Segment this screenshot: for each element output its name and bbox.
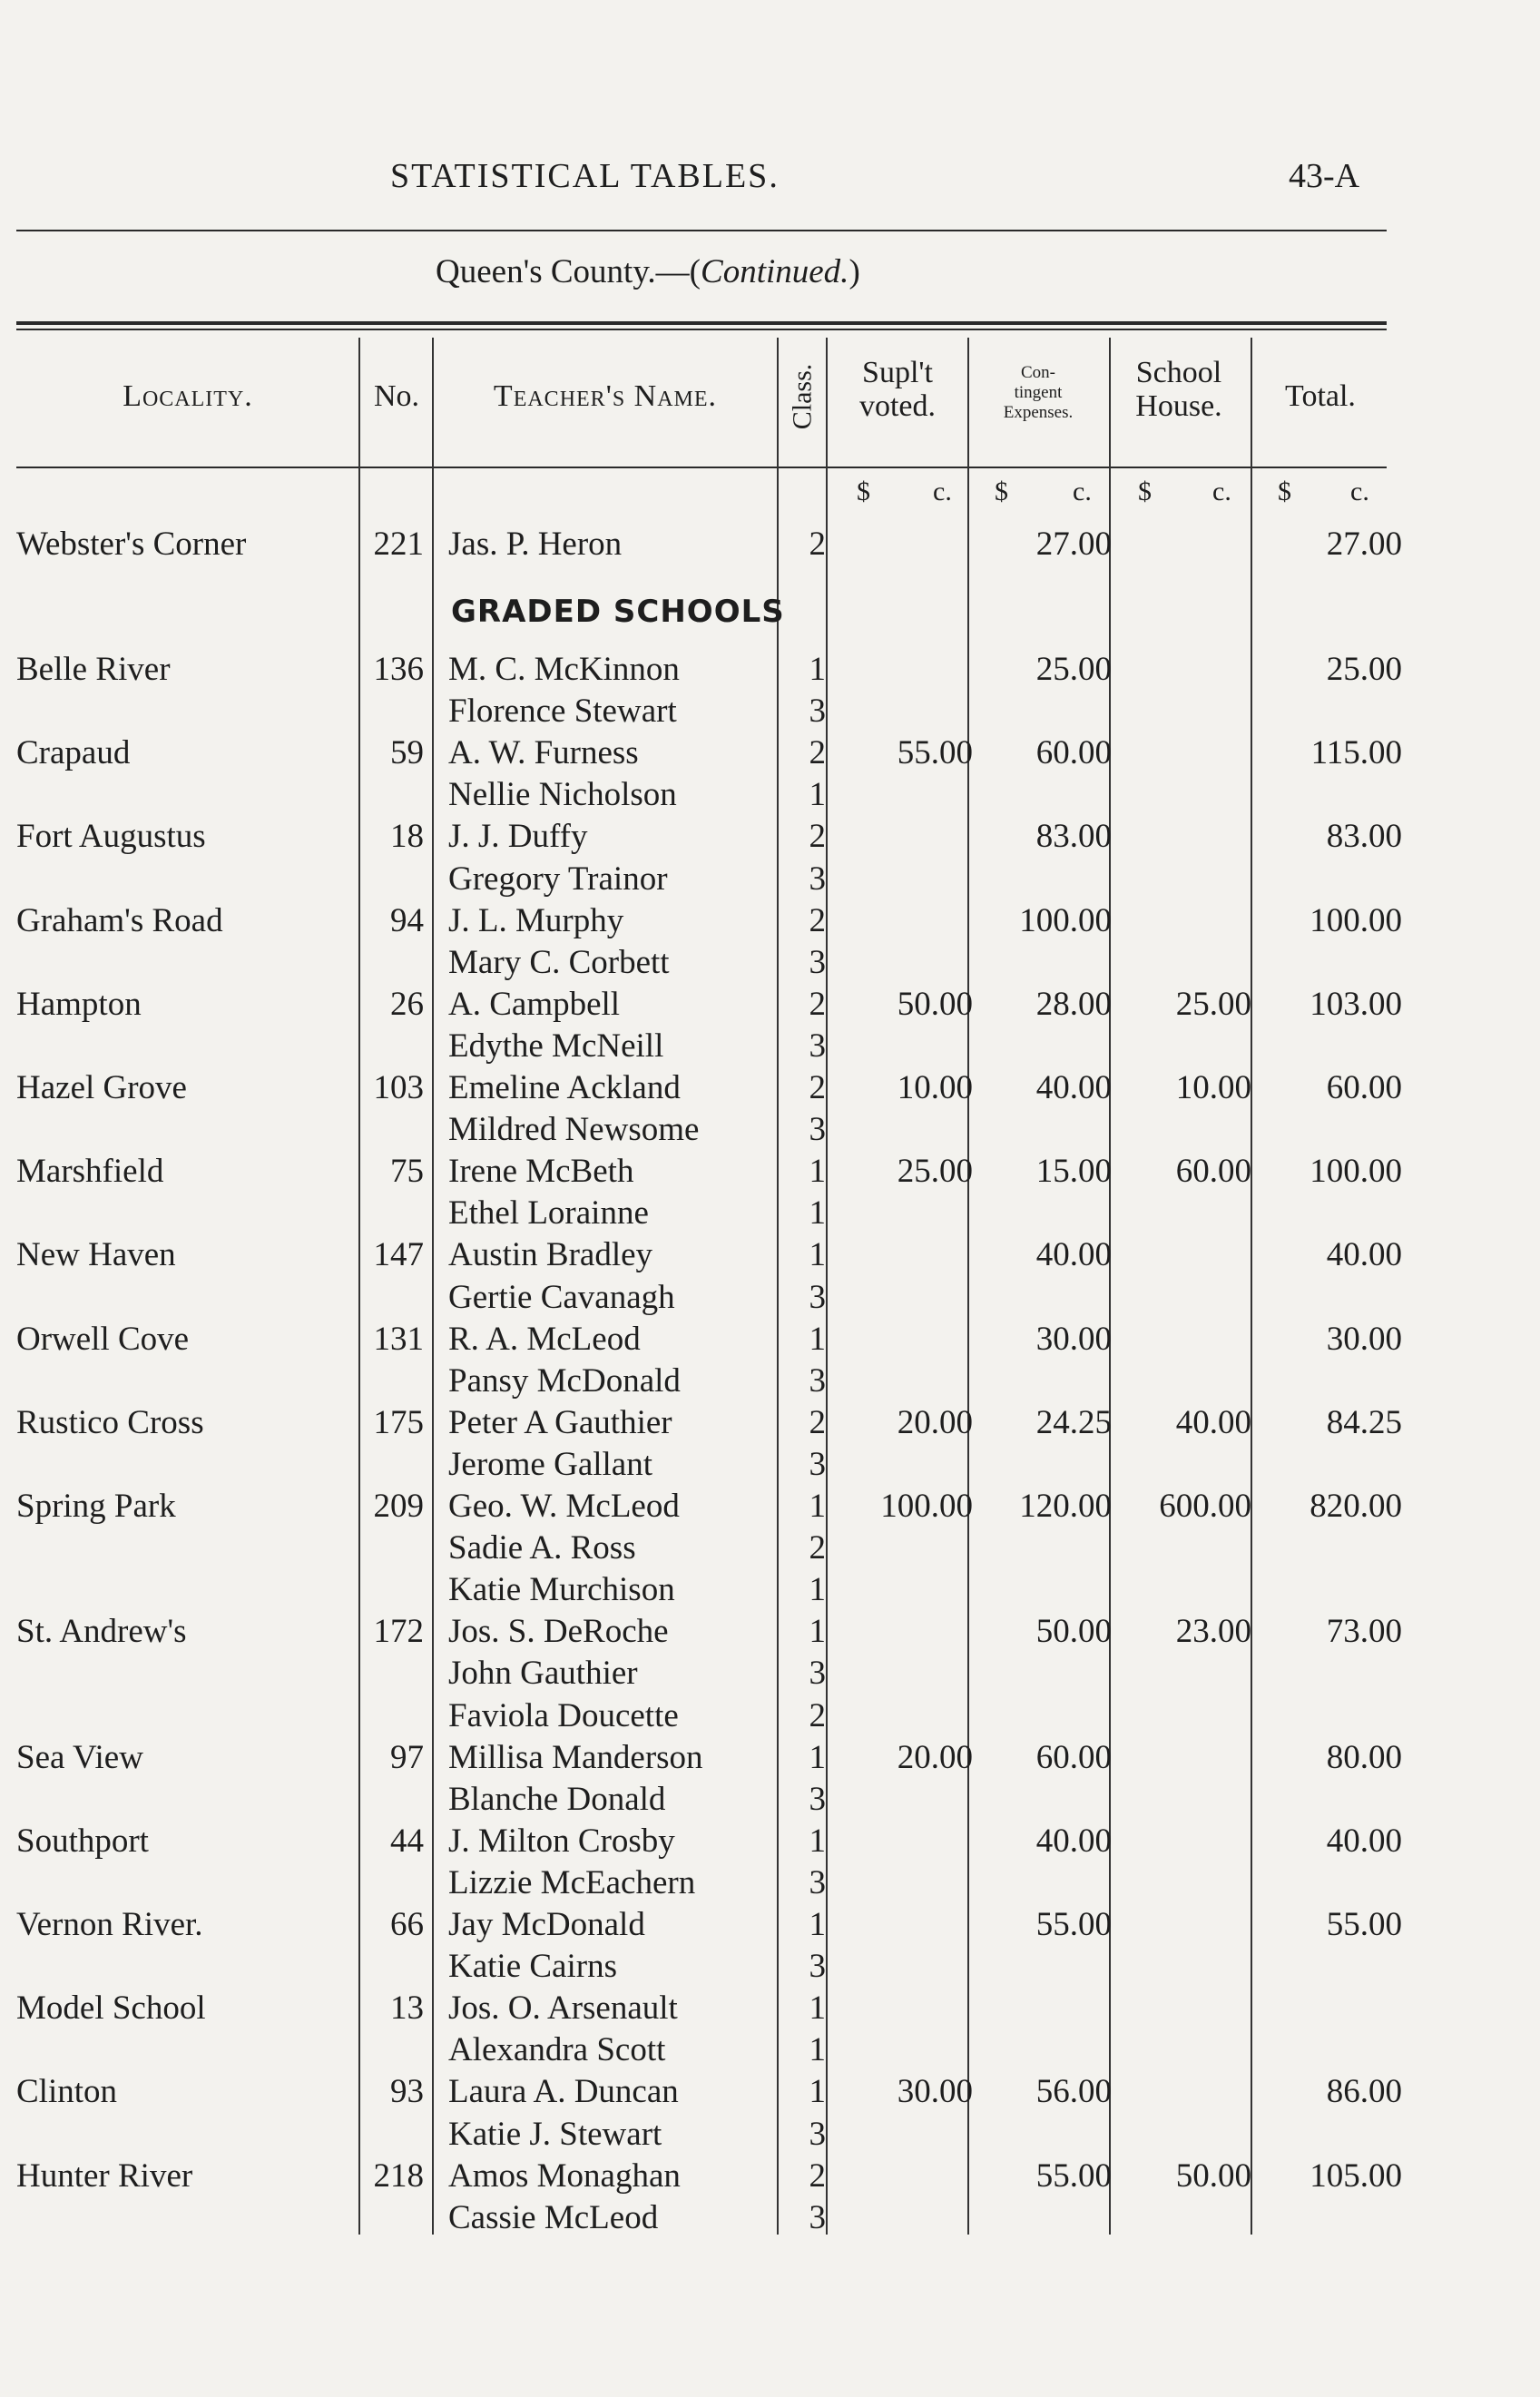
class-cell: 2 — [809, 818, 826, 856]
teacher-name-cell: J. L. Murphy — [448, 901, 624, 939]
class-cell: 1 — [809, 1989, 826, 2028]
teacher-name-cell: Edythe McNeill — [448, 1027, 664, 1065]
suplt-voted-cell: 100.00 — [880, 1488, 973, 1525]
teacher-name-cell: Cassie McLeod — [448, 2198, 659, 2236]
table-row — [0, 1528, 1540, 1569]
teacher-name-cell: John Gauthier — [448, 1655, 638, 1693]
class-cell: 1 — [809, 1906, 826, 1943]
total-cell: 100.00 — [1309, 901, 1402, 939]
contingent-expenses-cell: 40.00 — [1035, 1069, 1112, 1106]
table-row — [0, 691, 1540, 732]
unit-suplt-cents: c. — [933, 476, 952, 506]
suplt-voted-cell: 30.00 — [897, 2073, 973, 2111]
class-cell: 2 — [809, 2156, 826, 2195]
table-row — [0, 1946, 1540, 1988]
total-cell: 80.00 — [1326, 1738, 1402, 1776]
column-header-suplt-line1: Supl't — [862, 356, 933, 389]
teacher-name-cell: M. C. McKinnon — [448, 651, 680, 688]
teacher-name-cell: Florence Stewart — [448, 693, 677, 731]
teacher-name-cell: Pansy McDonald — [448, 1361, 681, 1400]
table-row — [0, 1862, 1540, 1904]
class-cell: 3 — [809, 693, 826, 731]
table-row — [0, 732, 1540, 774]
table-subtitle — [436, 252, 860, 291]
teacher-name-cell: Austin Bradley — [448, 1236, 653, 1274]
class-cell: 1 — [809, 1571, 826, 1609]
class-cell: 3 — [809, 2198, 826, 2236]
class-cell: 3 — [809, 1278, 826, 1316]
table-row — [0, 1402, 1540, 1444]
rule-under-running-head — [16, 230, 1387, 231]
column-header-contingent-line2: tingent — [1014, 382, 1063, 402]
contingent-expenses-cell: 27.00 — [1035, 526, 1112, 563]
teacher-name-cell: Ethel Lorainne — [448, 1194, 649, 1233]
contingent-expenses-cell: 60.00 — [1035, 1738, 1112, 1776]
teacher-name-cell: Irene McBeth — [448, 1153, 634, 1191]
class-cell: 3 — [809, 943, 826, 981]
contingent-expenses-cell: 40.00 — [1035, 1236, 1112, 1274]
class-cell: 2 — [809, 1069, 826, 1106]
locality-cell: Hampton — [16, 985, 142, 1023]
class-cell: 1 — [809, 2073, 826, 2111]
table-row — [0, 1737, 1540, 1779]
total-cell: 100.00 — [1309, 1153, 1402, 1191]
teacher-name-cell: Jay McDonald — [448, 1906, 645, 1943]
unit-school-house-cents: c. — [1212, 476, 1231, 506]
class-cell: 3 — [809, 1655, 826, 1693]
column-header-suplt-line2: voted. — [858, 389, 937, 424]
teacher-name-cell: Peter A Gauthier — [448, 1403, 672, 1441]
teacher-name-cell: Mary C. Corbett — [448, 943, 670, 981]
total-cell: 73.00 — [1326, 1613, 1402, 1651]
column-header-contingent — [969, 363, 1107, 423]
class-cell: 2 — [809, 1529, 826, 1567]
contingent-expenses-cell: 55.00 — [1035, 2156, 1112, 2195]
teacher-name-cell: Geo. W. McLeod — [448, 1488, 680, 1525]
school-number-cell: 94 — [390, 901, 424, 939]
class-cell: 1 — [809, 1236, 826, 1274]
teacher-name-cell: Millisa Manderson — [448, 1738, 703, 1776]
total-cell: 84.25 — [1326, 1403, 1402, 1441]
teacher-name-cell: A. W. Furness — [448, 734, 639, 772]
school-number-cell: 218 — [373, 2156, 424, 2195]
column-header-contingent-line3: Expenses. — [1003, 402, 1074, 422]
school-number-cell: 18 — [390, 818, 424, 856]
table-row — [0, 1234, 1540, 1276]
table-row — [0, 984, 1540, 1026]
teacher-name-cell: J. J. Duffy — [448, 818, 588, 856]
class-cell: 1 — [809, 1194, 826, 1233]
table-row — [0, 1988, 1540, 2029]
total-cell: 30.00 — [1326, 1320, 1402, 1358]
teacher-name-cell: A. Campbell — [448, 985, 621, 1023]
total-cell: 103.00 — [1309, 985, 1402, 1023]
contingent-expenses-cell: 24.25 — [1035, 1403, 1112, 1441]
contingent-expenses-cell: 100.00 — [1019, 901, 1112, 939]
school-number-cell: 93 — [390, 2073, 424, 2111]
table-row — [0, 1695, 1540, 1737]
table-row — [0, 774, 1540, 816]
table-row — [0, 2029, 1540, 2071]
class-cell: 2 — [809, 526, 826, 563]
column-header-total: Total. — [1285, 379, 1356, 413]
total-cell: 60.00 — [1326, 1069, 1402, 1106]
class-cell: 3 — [809, 1863, 826, 1901]
school-number-cell: 66 — [390, 1906, 424, 1943]
suplt-voted-cell: 25.00 — [897, 1153, 973, 1191]
table-row — [0, 1361, 1540, 1402]
contingent-expenses-cell: 15.00 — [1035, 1153, 1112, 1191]
class-cell: 3 — [809, 1780, 826, 1818]
locality-cell: Crapaud — [16, 734, 131, 772]
table-row — [0, 1319, 1540, 1361]
class-cell: 3 — [809, 1445, 826, 1483]
total-cell: 105.00 — [1309, 2156, 1402, 2195]
teacher-name-cell: Mildred Newsome — [448, 1111, 700, 1149]
locality-cell: Marshfield — [16, 1153, 164, 1191]
contingent-expenses-cell: 25.00 — [1035, 651, 1112, 688]
school-number-cell: 147 — [373, 1236, 424, 1274]
teacher-name-cell: Jos. S. DeRoche — [448, 1613, 669, 1651]
total-cell: 40.00 — [1326, 1236, 1402, 1274]
teacher-name-cell: J. Milton Crosby — [448, 1822, 675, 1860]
running-title: STATISTICAL TABLES. — [390, 157, 780, 195]
contingent-expenses-cell: 30.00 — [1035, 1320, 1112, 1358]
suplt-voted-cell: 10.00 — [897, 1069, 973, 1106]
subtitle-prefix: Queen's County.—( — [436, 253, 701, 290]
suplt-voted-cell: 20.00 — [897, 1403, 973, 1441]
table-row — [0, 1904, 1540, 1946]
section-heading-graded-schools: GRADED SCHOOLS — [451, 594, 785, 630]
teacher-name-cell: Gertie Cavanagh — [448, 1278, 675, 1316]
contingent-expenses-cell: 28.00 — [1035, 985, 1112, 1023]
column-header-school-house — [1109, 356, 1249, 424]
total-cell: 820.00 — [1309, 1488, 1402, 1525]
suplt-voted-cell: 50.00 — [897, 985, 973, 1023]
header-double-rule-bottom — [16, 329, 1387, 330]
teacher-name-cell: Blanche Donald — [448, 1780, 666, 1818]
locality-cell: Rustico Cross — [16, 1403, 204, 1441]
unit-total-dollar: $ — [1278, 476, 1291, 506]
column-header-class-label: Class. — [787, 363, 818, 430]
locality-cell: Vernon River. — [16, 1906, 203, 1943]
table-row — [0, 1821, 1540, 1862]
unit-total-cents: c. — [1350, 476, 1369, 506]
teacher-name-cell: Amos Monaghan — [448, 2156, 681, 2195]
column-header-school-house-line2: House. — [1135, 389, 1222, 424]
suplt-voted-cell: 55.00 — [897, 734, 973, 772]
teacher-name-cell: Alexandra Scott — [448, 2031, 666, 2069]
class-cell: 2 — [809, 1696, 826, 1734]
locality-cell: Spring Park — [16, 1488, 176, 1525]
locality-cell: Hunter River — [16, 2156, 193, 2195]
locality-cell: Graham's Road — [16, 901, 223, 939]
class-cell: 1 — [809, 1488, 826, 1525]
class-cell: 2 — [809, 901, 826, 939]
school-number-cell: 209 — [373, 1488, 424, 1525]
class-cell: 3 — [809, 1948, 826, 1986]
school-house-cell: 60.00 — [1175, 1153, 1251, 1191]
school-number-cell: 103 — [373, 1069, 424, 1106]
table-row — [0, 2156, 1540, 2197]
locality-cell: Clinton — [16, 2073, 118, 2111]
unit-contingent-cents: c. — [1073, 476, 1092, 506]
table-row — [0, 900, 1540, 942]
table-row — [0, 2197, 1540, 2239]
running-head — [0, 156, 1540, 201]
locality-cell: St. Andrew's — [16, 1613, 187, 1651]
table-row — [0, 816, 1540, 858]
locality-cell: Sea View — [16, 1738, 143, 1776]
class-cell: 3 — [809, 1111, 826, 1149]
locality-cell: Orwell Cove — [16, 1320, 190, 1358]
class-cell: 1 — [809, 1320, 826, 1358]
subtitle-italic: Continued. — [701, 253, 849, 290]
contingent-expenses-cell: 56.00 — [1035, 2073, 1112, 2111]
class-cell: 2 — [809, 734, 826, 772]
table-row — [0, 1277, 1540, 1319]
class-cell: 1 — [809, 2031, 826, 2069]
locality-cell: New Haven — [16, 1236, 176, 1274]
table-row — [0, 1444, 1540, 1486]
teacher-name-cell: Katie Cairns — [448, 1948, 617, 1986]
class-cell: 3 — [809, 1361, 826, 1400]
table-row — [0, 649, 1540, 691]
school-number-cell: 44 — [390, 1822, 424, 1860]
total-cell: 115.00 — [1310, 734, 1402, 772]
class-cell: 1 — [809, 776, 826, 814]
unit-contingent-dollar: $ — [995, 476, 1008, 506]
school-house-cell: 23.00 — [1175, 1613, 1251, 1651]
school-number-cell: 172 — [373, 1613, 424, 1651]
column-header-teacher: Teacher's Name. — [493, 379, 718, 413]
table-row — [0, 1109, 1540, 1151]
school-house-cell: 600.00 — [1159, 1488, 1251, 1525]
locality-cell: Fort Augustus — [16, 818, 206, 856]
teacher-name-cell: Jos. O. Arsenault — [448, 1989, 678, 2028]
school-number-cell: 13 — [390, 1989, 424, 2028]
contingent-expenses-cell: 40.00 — [1035, 1822, 1112, 1860]
column-header-school-house-line1: School — [1135, 356, 1222, 389]
class-cell: 3 — [809, 2115, 826, 2153]
total-cell: 25.00 — [1326, 651, 1402, 688]
class-cell: 2 — [809, 1403, 826, 1441]
school-number-cell: 26 — [390, 985, 424, 1023]
contingent-expenses-cell: 50.00 — [1035, 1613, 1112, 1651]
class-cell: 1 — [809, 1822, 826, 1860]
table-row — [0, 1611, 1540, 1653]
contingent-expenses-cell: 83.00 — [1035, 818, 1112, 856]
teacher-name-cell: Laura A. Duncan — [448, 2073, 679, 2111]
teacher-name-cell: Katie J. Stewart — [448, 2115, 662, 2153]
school-number-cell: 75 — [390, 1153, 424, 1191]
locality-cell: Model School — [16, 1989, 206, 2028]
column-header-class — [779, 338, 826, 456]
school-house-cell: 40.00 — [1175, 1403, 1251, 1441]
page-number: 43-A — [1289, 157, 1360, 195]
contingent-expenses-cell: 60.00 — [1035, 734, 1112, 772]
teacher-name-cell: Jas. P. Heron — [448, 526, 623, 563]
table-row — [0, 1151, 1540, 1193]
table-row — [0, 1026, 1540, 1067]
locality-cell: Webster's Corner — [16, 526, 247, 563]
unit-school-house-dollar: $ — [1138, 476, 1152, 506]
table-row — [0, 1569, 1540, 1611]
class-cell: 2 — [809, 985, 826, 1023]
teacher-name-cell: Sadie A. Ross — [448, 1529, 636, 1567]
table-row — [0, 1779, 1540, 1821]
class-cell: 1 — [809, 1153, 826, 1191]
class-cell: 1 — [809, 1738, 826, 1776]
locality-cell: Southport — [16, 1822, 149, 1860]
school-house-cell: 50.00 — [1175, 2156, 1251, 2195]
school-number-cell: 136 — [373, 651, 424, 688]
rule-under-column-headers — [16, 467, 1387, 468]
teacher-name-cell: Nellie Nicholson — [448, 776, 677, 814]
column-header-no: No. — [373, 379, 420, 413]
subtitle-suffix: ) — [848, 253, 860, 290]
table-row — [0, 1486, 1540, 1528]
total-cell: 86.00 — [1326, 2073, 1402, 2111]
teacher-name-cell: Gregory Trainor — [448, 860, 668, 898]
school-number-cell: 175 — [373, 1403, 424, 1441]
table-row — [0, 2114, 1540, 2156]
column-header-locality: Locality. — [123, 379, 253, 413]
locality-cell: Belle River — [16, 651, 171, 688]
table-row — [0, 1067, 1540, 1109]
class-cell: 3 — [809, 1027, 826, 1065]
table-row — [0, 1653, 1540, 1695]
column-header-contingent-line1: Con- — [1021, 363, 1055, 382]
locality-cell: Hazel Grove — [16, 1069, 187, 1106]
school-number-cell: 221 — [373, 526, 424, 563]
school-number-cell: 59 — [390, 734, 424, 772]
unit-suplt-dollar: $ — [857, 476, 870, 506]
table-row — [0, 942, 1540, 984]
total-cell: 55.00 — [1326, 1906, 1402, 1943]
header-double-rule-top — [16, 321, 1387, 325]
teacher-name-cell: Emeline Ackland — [448, 1069, 681, 1106]
class-cell: 3 — [809, 860, 826, 898]
table-row — [0, 524, 1540, 565]
contingent-expenses-cell: 120.00 — [1019, 1488, 1112, 1525]
teacher-name-cell: R. A. McLeod — [448, 1320, 641, 1358]
total-cell: 40.00 — [1326, 1822, 1402, 1860]
school-number-cell: 97 — [390, 1738, 424, 1776]
total-cell: 27.00 — [1326, 526, 1402, 563]
teacher-name-cell: Lizzie McEachern — [448, 1863, 696, 1901]
teacher-name-cell: Jerome Gallant — [448, 1445, 652, 1483]
total-cell: 83.00 — [1326, 818, 1402, 856]
table-row — [0, 1193, 1540, 1234]
school-number-cell: 131 — [373, 1320, 424, 1358]
column-header-suplt — [829, 356, 966, 424]
class-cell: 1 — [809, 1613, 826, 1651]
school-house-cell: 25.00 — [1175, 985, 1251, 1023]
table-row — [0, 859, 1540, 900]
teacher-name-cell: Katie Murchison — [448, 1571, 675, 1609]
table-row — [0, 2071, 1540, 2113]
school-house-cell: 10.00 — [1175, 1069, 1251, 1106]
class-cell: 1 — [809, 651, 826, 688]
suplt-voted-cell: 20.00 — [897, 1738, 973, 1776]
contingent-expenses-cell: 55.00 — [1035, 1906, 1112, 1943]
teacher-name-cell: Faviola Doucette — [448, 1696, 679, 1734]
